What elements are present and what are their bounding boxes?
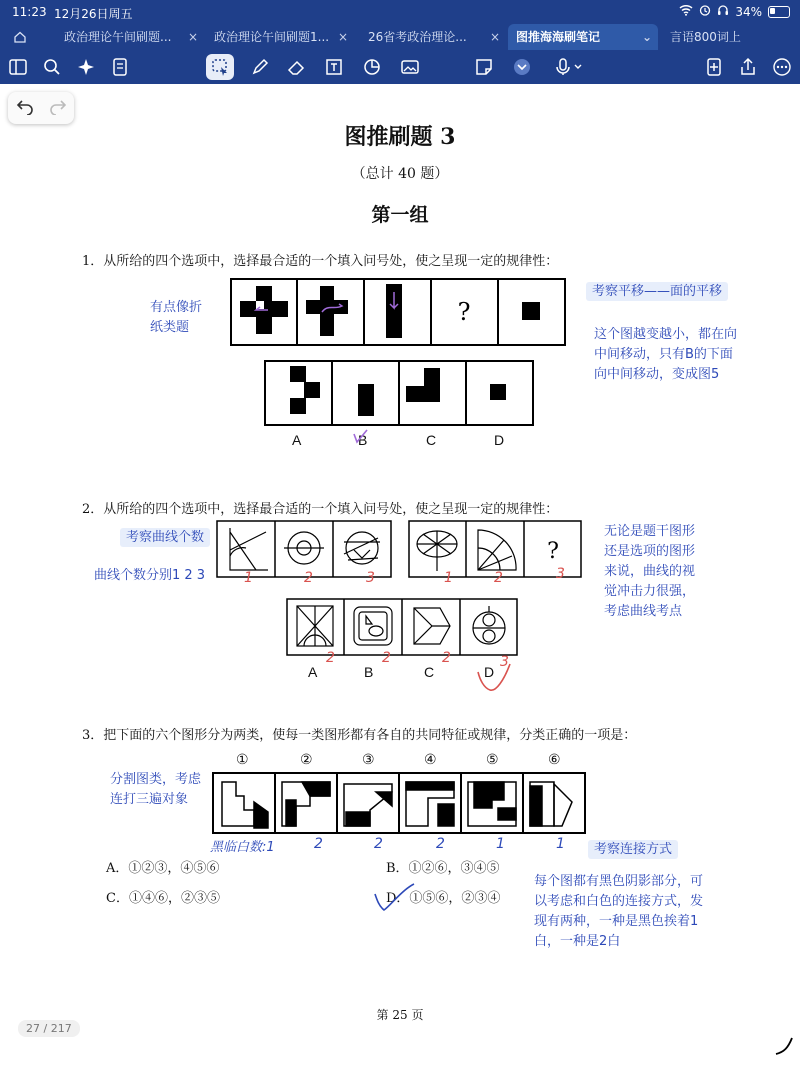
q2-options-figure <box>286 598 518 656</box>
sidebar-icon[interactable] <box>6 55 30 79</box>
q3-label-1: ① <box>236 752 249 768</box>
status-right <box>679 4 790 19</box>
tab-label: 政治理论午间刷题1... <box>214 30 330 44</box>
tab-bar <box>0 24 800 50</box>
tab-1[interactable] <box>64 24 204 50</box>
q2-option-d-label: D <box>484 664 495 680</box>
note-line: 无论是题干图形 <box>604 524 696 539</box>
q3-note-right-title <box>588 840 678 860</box>
note-line: 连打三遍对象 <box>110 792 189 807</box>
tab-3[interactable] <box>368 24 506 50</box>
q1-cell-3 <box>386 284 402 338</box>
q2-option-count-d: 3 <box>500 654 509 670</box>
q3-option-a: A．①②③，④⑤⑥ <box>106 861 220 876</box>
toolbar <box>0 50 800 84</box>
note-line: 分割图类，考虑 <box>110 772 202 787</box>
note-line: 白，一种是2白 <box>534 934 621 949</box>
tab-4-active[interactable] <box>508 24 658 50</box>
q3-label-5: ⑤ <box>486 752 499 768</box>
close-icon[interactable]: × <box>337 30 348 44</box>
question-1-text: 1．从所给的四个选项中，选择最合适的一个填入问号处，使之呈现一定的规律性： <box>82 254 559 269</box>
tab-label: 政治理论午间刷题... <box>64 30 172 44</box>
q2-stem-cell-1 <box>230 528 268 570</box>
q3-option-d: D．①⑤⑥，②③④ <box>386 891 501 906</box>
document-icon[interactable] <box>108 55 132 79</box>
q1-note-right-title <box>586 282 728 302</box>
q3-figure-2 <box>282 782 330 826</box>
chevron-down-icon[interactable]: ⌄ <box>641 30 652 44</box>
page-number: 第 25 页 <box>376 1008 424 1022</box>
q1-option-b-shape <box>358 384 374 416</box>
q3-checkmark-d <box>372 880 418 914</box>
q2-count-4: 1 <box>444 570 453 586</box>
tab-2[interactable] <box>214 24 354 50</box>
search-icon[interactable] <box>40 55 64 79</box>
note-line: 向中间移动，变成图5 <box>594 367 720 382</box>
battery-icon <box>768 6 790 18</box>
question-2-text: 2．从所给的四个选项中，选择最合适的一个填入问号处，使之呈现一定的规律性： <box>82 502 559 517</box>
group-title: 第一组 <box>371 204 429 226</box>
status-date: 12月26日周五 <box>54 7 133 21</box>
home-icon <box>13 30 27 44</box>
note-line: 以考虑和白色的连接方式，发 <box>534 894 704 909</box>
q1-stem-figure <box>230 278 566 346</box>
q2-option-b-shape <box>354 607 392 645</box>
document-title: 图推刷题 3 <box>344 124 456 150</box>
q1-option-c-shape <box>406 368 440 402</box>
q1-option-d-shape <box>490 384 506 400</box>
redo-icon[interactable] <box>49 97 67 119</box>
q1-checkmark-b <box>352 428 372 446</box>
q2-note-left-title <box>120 528 210 548</box>
q2-option-a-label: A <box>308 664 318 680</box>
question-3-text: 3．把下面的六个图形分为两类，使每一类图形都有各自的共同特征或规律，分类正确的一项是： <box>82 728 637 743</box>
q2-stem-cell-4 <box>417 531 457 571</box>
battery-fill <box>770 8 775 14</box>
note-line: 这个图越变越小，都在向 <box>594 327 738 342</box>
tab-label: 言语800词上 <box>670 30 741 44</box>
q2-option-b-label: B <box>364 664 374 680</box>
q3-label-6: ⑥ <box>548 752 561 768</box>
q2-option-count-a: 2 <box>326 650 335 666</box>
note-highlight: 考察连接方式 <box>588 840 678 859</box>
note-line: 每个图都有黑色阴影部分，可 <box>534 874 704 889</box>
eraser-icon[interactable] <box>284 55 308 79</box>
wifi-icon <box>679 4 693 19</box>
q2-checkmark-d <box>474 660 514 694</box>
ai-sparkle-icon[interactable] <box>74 55 98 79</box>
q2-count-2: 2 <box>304 570 313 586</box>
q3-option-c: C．①④⑥，②③⑤ <box>106 891 220 906</box>
q3-label-4: ④ <box>424 752 437 768</box>
q1-cell-1 <box>240 286 288 334</box>
q2-option-c-label: C <box>424 664 435 680</box>
close-icon[interactable]: × <box>187 30 198 44</box>
page-counter: 27 / 217 <box>18 1020 80 1037</box>
status-bar <box>0 0 800 24</box>
note-highlight: 考察曲线个数 <box>120 528 210 547</box>
q3-handwritten-1: 黑临白数:1 <box>210 840 275 855</box>
resize-handle-icon[interactable] <box>774 1036 794 1056</box>
q1-options-figure <box>264 360 534 426</box>
q3-handwritten-2: 2 <box>314 836 323 852</box>
q1-option-b-label: B <box>358 432 368 448</box>
share-icon[interactable] <box>736 55 760 79</box>
q3-option-b: B．①②⑥，③④⑤ <box>386 861 500 876</box>
note-line: 现有两种，一种是黑色挨着1 <box>534 914 699 929</box>
q1-note-left <box>150 298 202 338</box>
q3-handwritten-6: 1 <box>556 836 565 852</box>
tab-5[interactable] <box>670 24 796 50</box>
q2-option-count-c: 2 <box>442 650 451 666</box>
q1-option-c-label: C <box>426 432 437 448</box>
q2-option-a-shape <box>297 606 333 646</box>
q3-figure-3 <box>344 784 392 826</box>
q1-note-right <box>594 325 737 385</box>
note-line: 中间移动，只有B的下面 <box>594 347 733 362</box>
alarm-icon <box>699 4 711 19</box>
q3-handwritten-5: 1 <box>496 836 505 852</box>
home-tab[interactable] <box>0 24 40 50</box>
note-line: 来说，曲线的视 <box>604 564 696 579</box>
image-icon[interactable] <box>398 55 422 79</box>
q3-label-2: ② <box>300 752 313 768</box>
q2-option-c-shape <box>414 608 450 644</box>
q1-cell-2 <box>306 286 348 336</box>
q3-label-3: ③ <box>362 752 375 768</box>
microphone-icon[interactable] <box>552 55 588 79</box>
pen-icon[interactable] <box>248 55 272 79</box>
lasso-icon[interactable] <box>206 54 234 80</box>
note-line: 还是选项的图形 <box>604 544 696 559</box>
text-box-icon[interactable] <box>322 55 346 79</box>
q2-note-right <box>604 522 695 622</box>
q1-option-a-shape <box>290 366 320 414</box>
q1-question-mark: ? <box>457 298 471 326</box>
q3-figure-6 <box>530 782 572 826</box>
q3-handwritten-3: 2 <box>374 836 383 852</box>
q3-figure-1 <box>222 782 268 828</box>
tab-label: 26省考政治理论... <box>368 30 467 44</box>
q2-option-d-shape <box>473 606 505 644</box>
q2-stem-cell-5 <box>478 530 516 570</box>
sticky-note-icon[interactable] <box>472 55 496 79</box>
shapes-icon[interactable] <box>360 55 384 79</box>
q2-count-1: 1 <box>244 570 253 586</box>
close-icon[interactable]: × <box>489 30 500 44</box>
tab-label: 图推海海刷笔记 <box>516 30 601 44</box>
note-line: 有点像折 <box>150 300 203 315</box>
q3-handwritten-4: 2 <box>436 836 445 852</box>
note-line: 纸类题 <box>150 320 190 335</box>
q3-note-right <box>534 872 703 952</box>
q3-figure-strip <box>212 772 586 834</box>
q3-note-left <box>110 770 201 810</box>
note-line: 考虑曲线考点 <box>604 604 683 619</box>
note-highlight: 考察平移——面的平移 <box>586 282 728 301</box>
q2-stem-cell-3 <box>344 532 380 564</box>
headphones-icon <box>717 4 729 19</box>
q2-note-left: 曲线个数分别1 2 3 <box>94 568 206 583</box>
status-time: 11:23 <box>12 5 47 19</box>
note-line: 觉冲击力很强， <box>604 584 696 599</box>
q1-cell-5 <box>522 302 540 320</box>
undo-icon[interactable] <box>16 97 34 119</box>
more-tools-icon[interactable] <box>510 55 534 79</box>
add-page-icon[interactable] <box>702 55 726 79</box>
battery-percent: 34% <box>735 4 762 19</box>
q2-count-6: 3 <box>556 566 565 582</box>
q3-figure-5 <box>468 782 516 826</box>
q2-count-3: 3 <box>366 570 375 586</box>
more-icon[interactable] <box>770 55 794 79</box>
q2-option-count-b: 2 <box>382 650 391 666</box>
q2-stem-cell-2 <box>284 532 324 564</box>
document-subtitle: （总计 40 题） <box>351 166 449 182</box>
q3-figure-4 <box>406 782 454 826</box>
q2-question-mark: ? <box>547 539 559 564</box>
q1-option-a-label: A <box>292 432 302 448</box>
q2-count-5: 2 <box>494 570 503 586</box>
q1-option-d-label: D <box>494 432 505 448</box>
